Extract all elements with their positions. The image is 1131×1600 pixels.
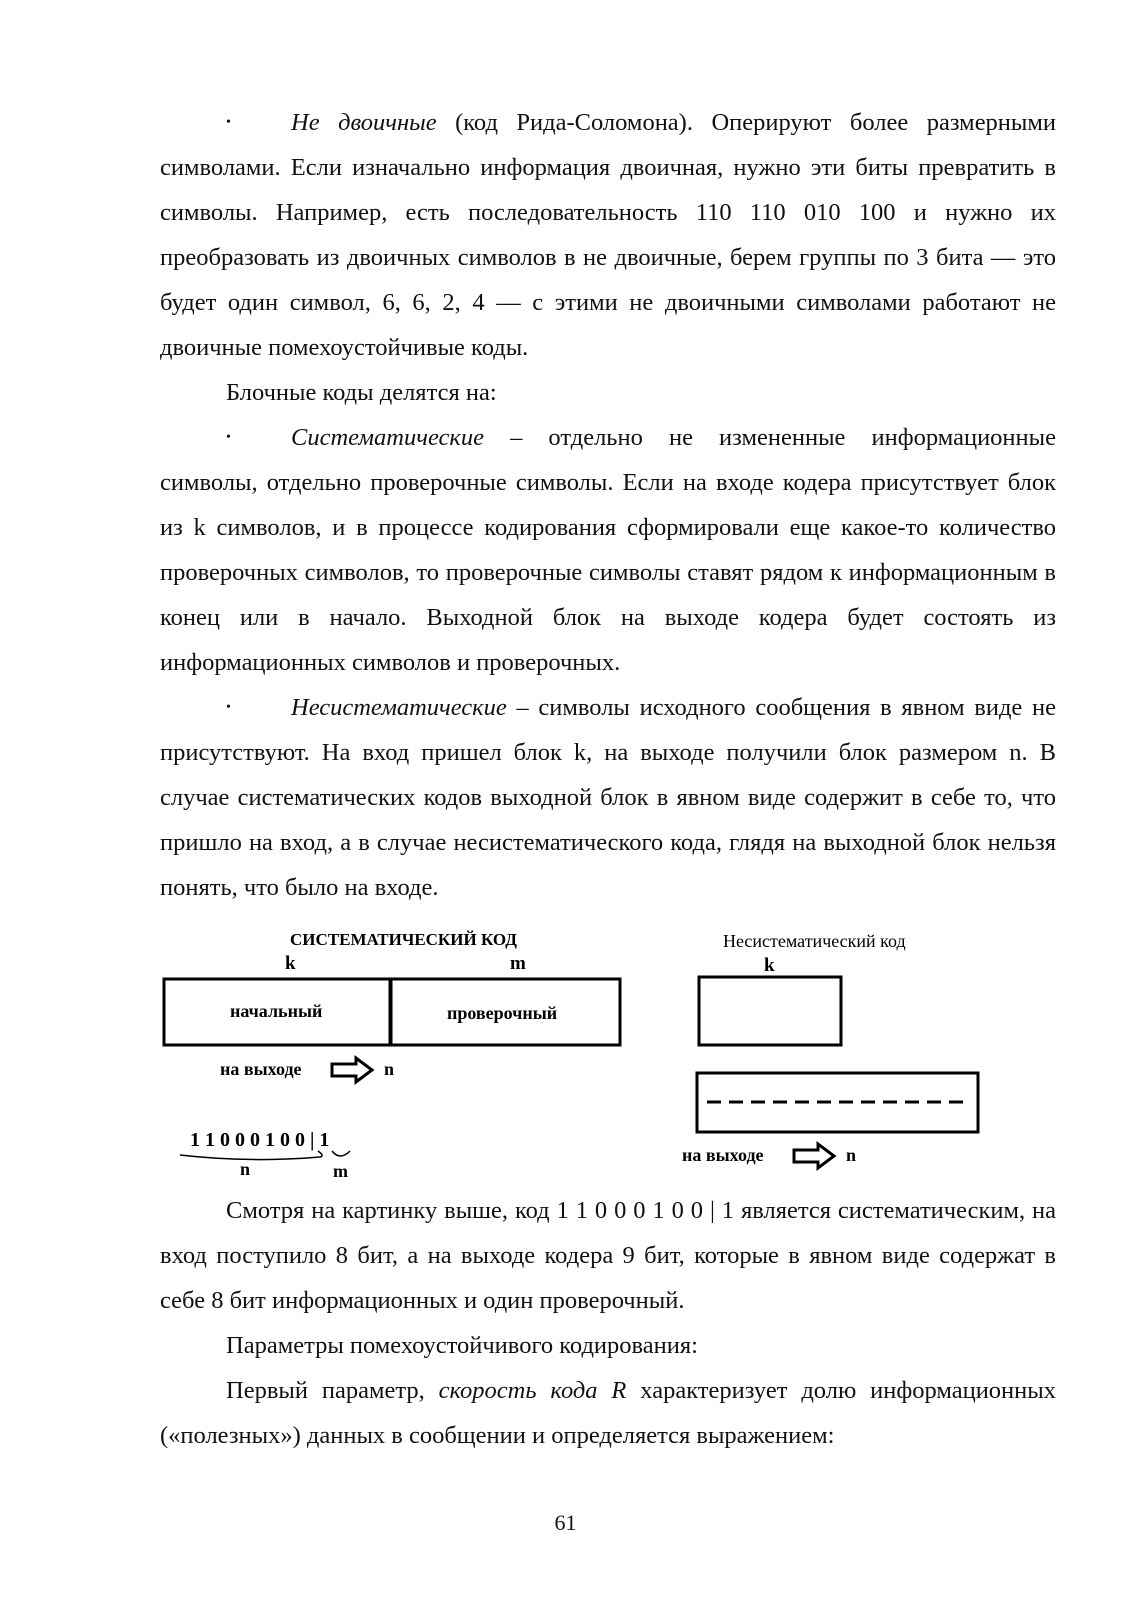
nonsys-input-box: [699, 977, 841, 1045]
bullet-nonbinary: [160, 100, 1056, 370]
bullet-dot: •: [226, 700, 231, 715]
arrow-right-icon: [794, 1144, 834, 1168]
brace-n-label: n: [240, 1159, 251, 1179]
term-code-rate: скорость кода R: [438, 1377, 627, 1404]
brace-m-label: m: [333, 1161, 348, 1180]
term-systematic: Систематические: [291, 424, 484, 451]
bit-sequence: 1 1 0 0 0 1 0 0 | 1: [190, 1129, 330, 1151]
page-body-lower: [160, 1188, 1056, 1458]
brace-m: [332, 1151, 350, 1156]
term-nonsystematic: Несистематические: [291, 694, 507, 721]
check-block-label: проверочный: [447, 1003, 558, 1023]
nonsys-label-k: k: [764, 955, 775, 976]
parameters-heading: Параметры помехоустойчивого кодирования:: [226, 1332, 698, 1359]
arrow-right-icon: [332, 1058, 372, 1082]
nonsystematic-text: – символы исходного сообщения в явном виде не присутствуют. На вход пришел блок k, на выходе получили блок размером n. В случае систематических кодов выходной блок в явном виде содержит в себе то, что пришло на вход, а в случае несистематического кода, глядя на выходной блок нельзя понять, что было на входе.: [160, 694, 1056, 901]
nonsys-output-label: на выходе: [682, 1145, 764, 1165]
nonsystematic-title: Несистематический код: [723, 931, 906, 951]
bullet-nonsystematic: [160, 685, 1056, 910]
bullet-dot: •: [226, 115, 231, 130]
label-k: k: [285, 953, 296, 974]
nonbinary-text: (код Рида-Соломона). Оперируют более размерными символами. Если изначально информация двоичная, нужно эти биты превратить в символы. Например, есть последовательность 110 110 010 100 и нужно их преобразовать из двоичных символов в не двоичные, берем группы по 3 бита — это будет один символ, 6, 6, 2, 4 — с этими не двоичными символами работают не двоичные помехоустойчивые коды.: [160, 109, 1056, 361]
code-diagram: [160, 925, 990, 1180]
term-nonbinary: Не двоичные: [291, 109, 437, 136]
systematic-title: СИСТЕМАТИЧЕСКИЙ КОД: [290, 930, 517, 949]
nonsys-output-n: n: [846, 1145, 857, 1165]
page-body: [160, 100, 1056, 910]
code-rate-paragraph: [160, 1368, 1056, 1458]
label-m: m: [510, 953, 526, 974]
code-rate-pre: Первый параметр,: [226, 1377, 439, 1404]
systematic-text: – отдельно не измененные информационные символы, отдельно проверочные символы. Если на входе кодера присутствует блок из k символов, и в процессе кодирования сформировали еще какое-то количество проверочных символов, то проверочные символы ставят рядом к информационным в конец или в начало. Выходной блок на выходе кодера будет состоять из информационных символов и проверочных.: [160, 424, 1056, 676]
page-number: 61: [554, 1510, 577, 1535]
output-label: на выходе: [220, 1059, 302, 1079]
output-n: n: [384, 1059, 395, 1079]
block-codes-intro: Блочные коды делятся на:: [226, 379, 497, 406]
brace-n: [180, 1151, 322, 1160]
info-block-label: начальный: [230, 1001, 323, 1021]
code-rate-text: характеризует долю информационных («полезных») данных в сообщении и определяется выражением:: [160, 1377, 1056, 1449]
bullet-systematic: [160, 415, 1056, 685]
bullet-dot: •: [226, 430, 231, 445]
systematic-example: Смотря на картинку выше, код 1 1 0 0 0 1 0 0 | 1 является систематическим, на вход поступило 8 бит, а на выходе кодера 9 бит, которые в явном виде содержат в себе 8 бит информационных и один проверочный.: [160, 1197, 1056, 1314]
